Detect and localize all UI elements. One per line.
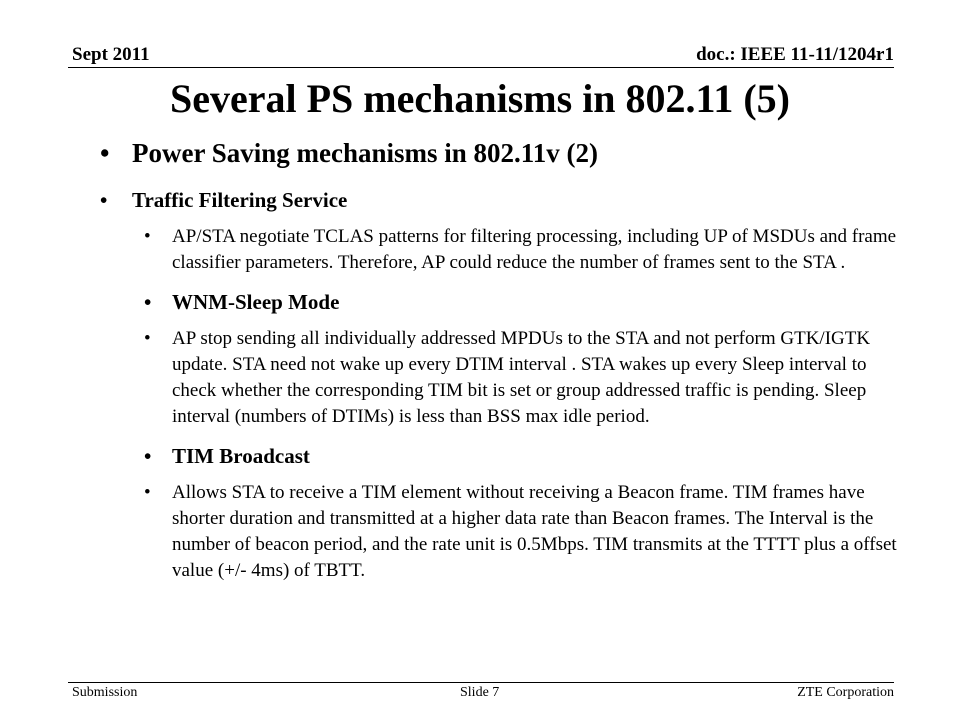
bullet-icon: • [144,482,151,503]
header-date: Sept 2011 [72,44,150,65]
wnm-heading-item [100,288,900,316]
footer-submission: Submission [72,685,138,700]
bullet-icon: • [144,444,152,468]
tim-text: Allows STA to receive a TIM element without receiving a Beacon frame. TIM frames have shorter duration and transmitted at a higher data rate than Beacon frames. The Interval is the number of beacon period, and the rate unit is 0.5Mbps. TIM transmits at the TTTT plus a offset value (+/- 4ms) of TBTT. [172,482,897,581]
wnm-text-item [100,326,900,430]
footer-divider [68,682,894,683]
header-divider [68,67,894,68]
tim-heading-item [100,442,900,470]
tim-text-item [100,480,900,584]
footer-organization: ZTE Corporation [797,685,894,700]
slide-title: Several PS mechanisms in 802.11 (5) [170,76,790,121]
wnm-text: AP stop sending all individually addressed MPDUs to the STA and not perform GTK/IGTK update. STA need not wake up every DTIM interval . STA wakes up every Sleep interval to check whether the corresponding TIM bit is set or group addressed traffic is pending. Sleep interval (numbers of DTIMs) is less than BSS max idle period. [172,328,871,427]
tfs-heading-item [100,186,900,214]
bullet-icon: • [144,226,151,247]
tfs-heading: Traffic Filtering Service [132,188,348,212]
tim-heading: TIM Broadcast [172,444,310,468]
header-doc-id: doc.: IEEE 11-11/1204r1 [696,44,894,65]
footer-slide-number: Slide 7 [460,685,500,700]
tfs-text-item [100,224,900,276]
main-heading: Power Saving mechanisms in 802.11v (2) [132,138,599,168]
bullet-icon: • [100,138,110,168]
bullet-icon: • [144,290,152,314]
tfs-text: AP/STA negotiate TCLAS patterns for filtering processing, including UP of MSDUs and frame classifier parameters. Therefore, AP could reduce the number of frames sent to the STA . [172,226,897,273]
wnm-heading: WNM-Sleep Mode [172,290,340,314]
bullet-icon: • [144,328,151,349]
main-heading-item [100,134,900,172]
bullet-icon: • [100,188,108,212]
slide-body [100,134,900,584]
